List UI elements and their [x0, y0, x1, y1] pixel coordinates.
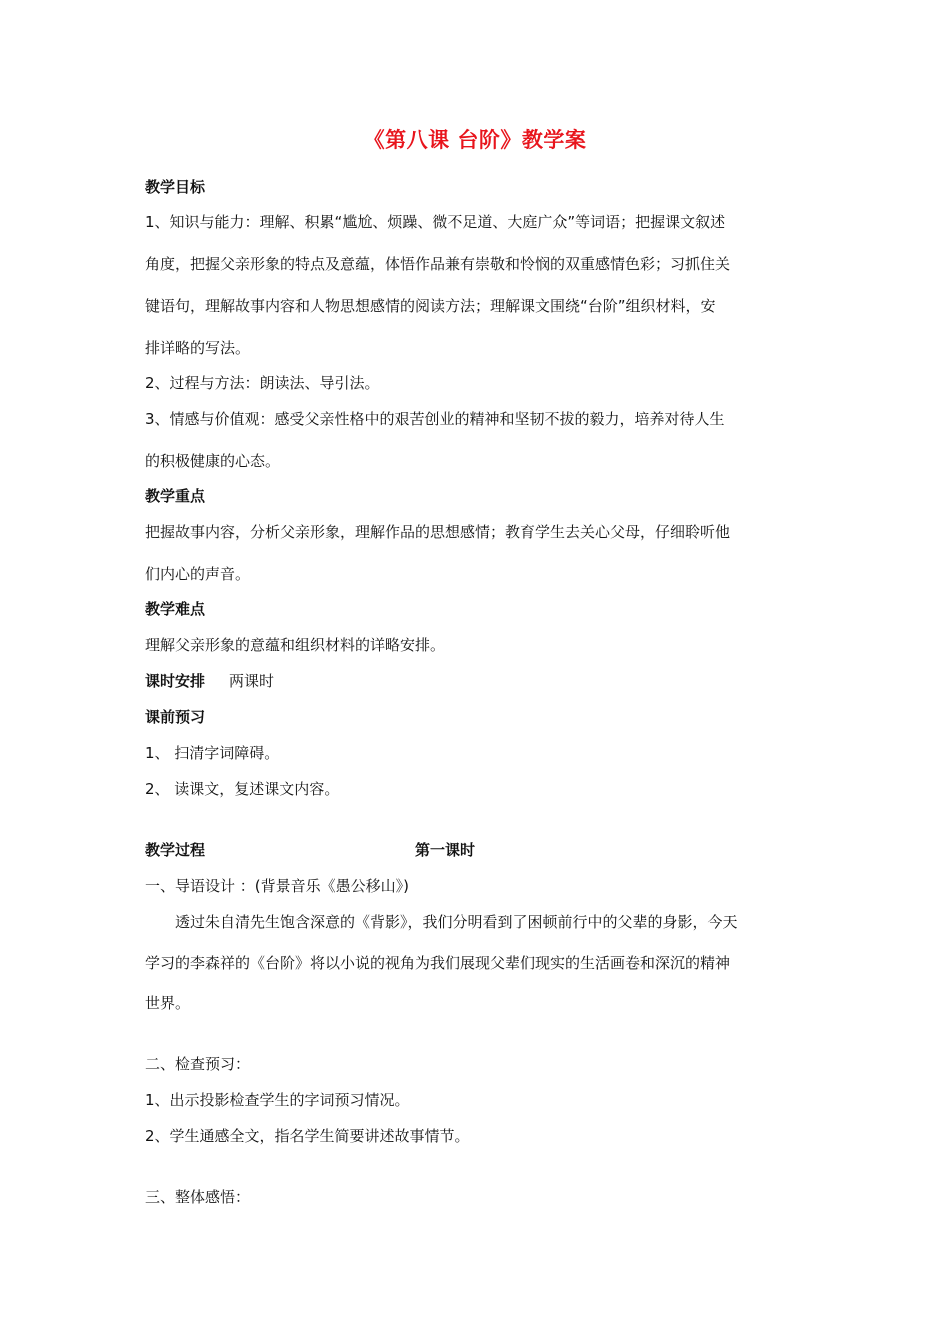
document-title: 《第八课 台阶》教学案	[363, 128, 587, 152]
key-points-heading: 教学重点	[145, 487, 206, 505]
preview-item1: 1、 扫清字词障碍。	[145, 744, 280, 762]
intro-heading: 一、导语设计 ：(背景音乐《愚公移山》)	[145, 877, 409, 895]
goals-item3-line2: 的积极健康的心态。	[145, 452, 281, 470]
schedule-row	[145, 671, 810, 691]
difficulty-line1: 理解父亲形象的意蕴和组织材料的详略安排。	[145, 636, 446, 654]
check-item1: 1、出示投影检查学生的字词预习情况。	[145, 1091, 410, 1109]
goals-heading: 教学目标	[145, 178, 206, 196]
overall-heading: 三、整体感悟：	[145, 1188, 251, 1206]
goals-item2: 2、过程与方法：朗读法、导引法。	[145, 374, 380, 392]
process-row	[145, 840, 810, 860]
intro-line1: 透过朱自清先生饱含深意的《背影》，我们分明看到了困顿前行中的父辈的身影，今天	[175, 913, 738, 931]
goals-item1-line2: 角度，把握父亲形象的特点及意蕴，体悟作品兼有崇敬和怜悯的双重感情色彩；习抓住关	[145, 255, 731, 273]
process-heading: 教学过程	[145, 841, 206, 859]
goals-item1-line3: 键语句，理解故事内容和人物思想感情的阅读方法；理解课文围绕“台阶”组织材料，安	[145, 297, 716, 315]
key-points-line2: 们内心的声音。	[145, 565, 251, 583]
check-heading: 二、检查预习：	[145, 1055, 251, 1073]
intro-line3: 世界。	[145, 994, 191, 1012]
schedule-heading: 课时安排	[145, 672, 206, 690]
preview-heading: 课前预习	[145, 708, 206, 726]
goals-item1-line1: 1、知识与能力：理解、积累“尴尬、烦躁、微不足道、大庭广众”等词语；把握课文叙述	[145, 213, 726, 231]
process-period: 第一课时	[415, 841, 476, 859]
check-item2: 2、学生通感全文，指名学生简要讲述故事情节。	[145, 1127, 470, 1145]
intro-line2: 学习的李森祥的《台阶》将以小说的视角为我们展现父辈们现实的生活画卷和深沉的精神	[145, 954, 731, 972]
goals-item3-line1: 3、情感与价值观：感受父亲性格中的艰苦创业的精神和坚韧不拔的毅力，培养对待人生	[145, 410, 725, 428]
difficulty-heading: 教学难点	[145, 600, 206, 618]
goals-item1-line4: 排详略的写法。	[145, 339, 251, 357]
schedule-value: 两课时	[229, 672, 275, 690]
key-points-line1: 把握故事内容，分析父亲形象，理解作品的思想感情；教育学生去关心父母，仔细聆听他	[145, 523, 731, 541]
preview-item2: 2、 读课文，复述课文内容。	[145, 780, 340, 798]
